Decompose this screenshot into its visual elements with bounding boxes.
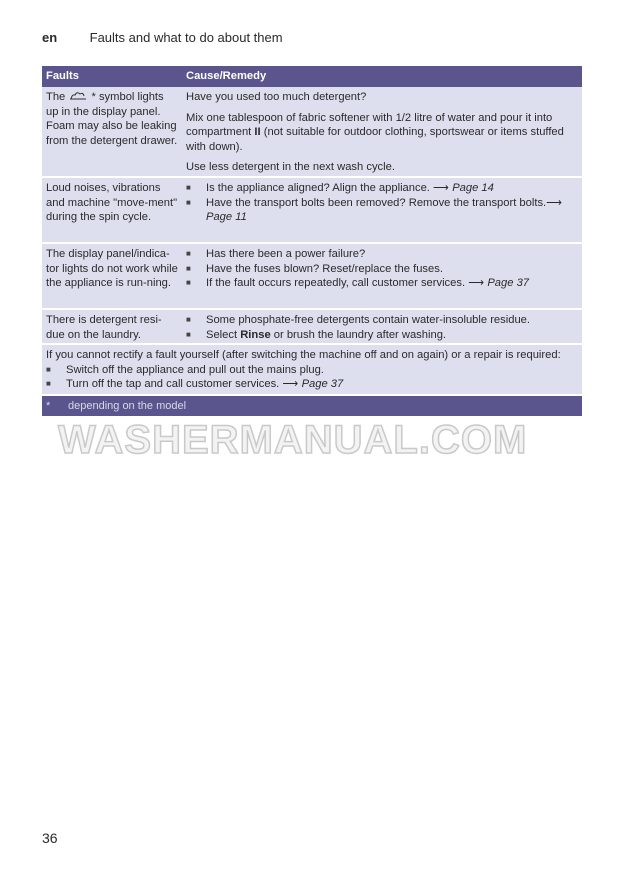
arrow-icon: ⟶ <box>546 196 563 209</box>
table-row <box>42 244 582 310</box>
bullet-icon: ■ <box>186 278 191 287</box>
fault-text-cont: * symbol lights up in the display panel. Foam may also be leaking from the detergent drawer. <box>46 91 178 147</box>
list-item: ■ Some phosphate-free detergents contain water-insoluble residue. <box>186 314 531 326</box>
remedy-text: Use less detergent in the next wash cycle. <box>186 161 395 173</box>
fault-cell: Loud noises, vibrations and machine "move-ment" during the spin cycle. <box>46 182 178 223</box>
page-header <box>42 30 283 45</box>
arrow-icon: ⟶ <box>282 378 299 390</box>
fault-cell: The display panel/indica-tor lights do not work while the appliance is run-ning. <box>46 248 178 289</box>
bullet-icon: ■ <box>186 249 191 258</box>
remedy-text: Mix one tablespoon of fabric softener with 1/2 litre of water and pour it into compartment II (not suitable for outdoor clothing, sportswear or items stuffed with down). <box>186 111 564 153</box>
remedy-cell <box>182 178 582 242</box>
footnote-text: depending on the model <box>68 400 187 412</box>
bullet-icon: ■ <box>186 315 191 324</box>
list-item: ■ Is the appliance aligned? Align the appliance. ⟶ Page 14 <box>186 182 494 194</box>
language-code: en <box>42 30 58 45</box>
foam-symbol-icon <box>68 90 88 101</box>
fault-cell: There is detergent resi-due on the laundry. <box>46 314 162 341</box>
general-advice-row <box>42 345 582 396</box>
list-item: ■ If the fault occurs repeatedly, call customer services. ⟶ Page 37 <box>186 277 530 289</box>
footnote-marker: * <box>46 400 51 412</box>
general-intro: If you cannot rectify a fault yourself (after switching the machine off and on again) or a repair is required: <box>46 349 561 361</box>
list-item: ■ Has there been a power failure? <box>186 248 366 260</box>
list-item: ■ Have the transport bolts been removed? Remove the transport bolts.⟶ Page 11 <box>186 196 563 223</box>
table-row <box>42 87 582 178</box>
table-header-row <box>42 66 582 87</box>
list-item: ■ Have the fuses blown? Reset/replace the fuses. <box>186 262 443 275</box>
bullet-icon: ■ <box>46 364 51 374</box>
bullet-icon: ■ <box>186 183 191 192</box>
arrow-icon: ⟶ <box>433 182 450 194</box>
watermark: WASHERMANUAL.COM <box>58 418 528 462</box>
fault-text: The <box>46 91 66 103</box>
bullet-icon: ■ <box>186 329 191 339</box>
page-reference[interactable]: Page 14 <box>452 182 494 194</box>
page-reference[interactable]: Page 11 <box>206 211 247 223</box>
page-reference[interactable]: Page 37 <box>301 378 344 390</box>
list-item: ■ Turn off the tap and call customer services. ⟶ Page 37 <box>46 378 344 390</box>
remedy-text: Have you used too much detergent? <box>186 91 367 103</box>
page-reference[interactable]: Page 37 <box>487 277 530 289</box>
fault-cell <box>42 87 182 176</box>
general-advice-cell <box>42 345 565 394</box>
bullet-icon: ■ <box>186 263 191 273</box>
table-row <box>42 178 582 244</box>
faults-table <box>42 66 582 416</box>
remedy-cell <box>182 310 582 343</box>
page-title: Faults and what to do about them <box>89 30 283 45</box>
remedy-cell <box>182 244 582 308</box>
column-header-cause: Cause/Remedy <box>186 70 267 82</box>
footnote-row <box>42 396 582 416</box>
table-row <box>42 310 582 345</box>
list-item: ■ Switch off the appliance and pull out the mains plug. <box>46 363 324 376</box>
column-header-faults: Faults <box>46 70 79 82</box>
arrow-icon: ⟶ <box>468 277 485 289</box>
remedy-cell <box>182 87 582 176</box>
bullet-icon: ■ <box>46 379 51 388</box>
list-item: ■ Select Rinse or brush the laundry after washing. <box>186 328 447 341</box>
page-number: 36 <box>42 830 58 846</box>
bullet-icon: ■ <box>186 197 191 207</box>
